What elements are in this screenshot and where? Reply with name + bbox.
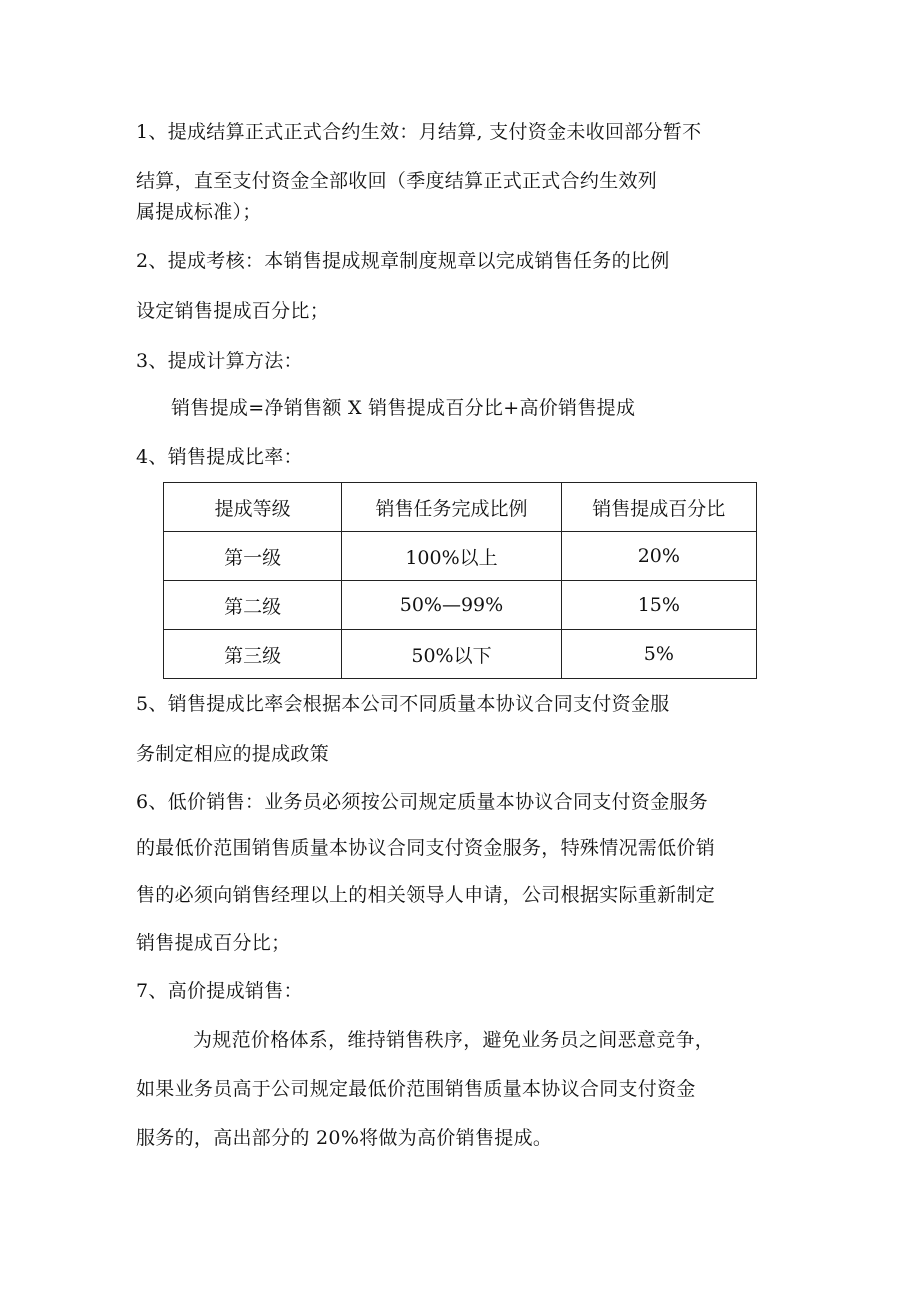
table-header-row bbox=[164, 483, 757, 532]
table-cell: 50%以下 bbox=[342, 630, 561, 679]
commission-rate-table bbox=[163, 482, 757, 679]
p1-line-2: 结算，直至支付资金全部收回（季度结算正式正式合约生效列 bbox=[136, 170, 658, 192]
table-cell: 第二级 bbox=[164, 581, 342, 630]
p7-line-3: 如果业务员高于公司规定最低价范围销售质量本协议合同支付资金 bbox=[136, 1078, 696, 1100]
table-cell: 15% bbox=[561, 581, 756, 630]
p6-line-1: 6、低价销售：业务员必须按公司规定质量本协议合同支付资金服务 bbox=[136, 791, 709, 813]
table-cell: 第三级 bbox=[164, 630, 342, 679]
header-completion: 销售任务完成比例 bbox=[342, 483, 561, 532]
p6-line-2: 的最低价范围销售质量本协议合同支付资金服务，特殊情况需低价销 bbox=[136, 837, 716, 859]
p4-heading: 4、销售提成比率： bbox=[136, 446, 303, 468]
table-cell: 第一级 bbox=[164, 532, 342, 581]
p1-line-1: 1、提成结算正式正式合约生效：月结算, 支付资金未收回部分暂不 bbox=[136, 121, 702, 143]
p6-line-4: 销售提成百分比； bbox=[136, 932, 291, 954]
p1-line-3: 属提成标准）； bbox=[136, 201, 262, 223]
p2-line-2: 设定销售提成百分比； bbox=[136, 300, 330, 322]
table-row bbox=[164, 630, 757, 679]
p3-line-1: 3、提成计算方法： bbox=[136, 350, 303, 372]
header-percent: 销售提成百分比 bbox=[561, 483, 756, 532]
p5-line-2: 务制定相应的提成政策 bbox=[136, 743, 330, 765]
table-cell: 100%以上 bbox=[342, 532, 561, 581]
table-row bbox=[164, 581, 757, 630]
header-level: 提成等级 bbox=[164, 483, 342, 532]
table-row bbox=[164, 532, 757, 581]
table-cell: 20% bbox=[561, 532, 756, 581]
p2-line-1: 2、提成考核：本销售提成规章制度规章以完成销售任务的比例 bbox=[136, 250, 670, 272]
formula-line: 销售提成=净销售额 X 销售提成百分比+高价销售提成 bbox=[171, 397, 636, 419]
p6-line-3: 售的必须向销售经理以上的相关领导人申请，公司根据实际重新制定 bbox=[136, 884, 716, 906]
p7-line-4: 服务的，高出部分的 20%将做为高价销售提成。 bbox=[136, 1127, 553, 1149]
p7-line-2: 为规范价格体系，维持销售秩序，避免业务员之间恶意竞争， bbox=[193, 1029, 715, 1051]
table-cell: 50%—99% bbox=[342, 581, 561, 630]
p5-line-1: 5、销售提成比率会根据本公司不同质量本协议合同支付资金服 bbox=[136, 693, 670, 715]
p7-line-1: 7、高价提成销售： bbox=[136, 980, 303, 1002]
table-cell: 5% bbox=[561, 630, 756, 679]
